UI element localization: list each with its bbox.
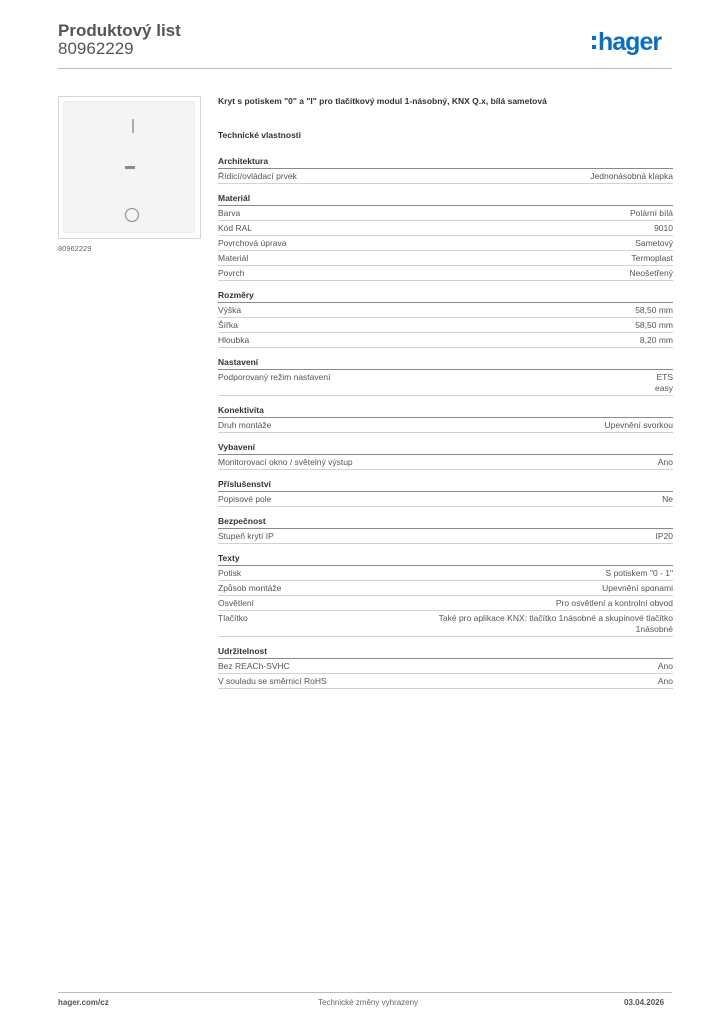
spec-row — [218, 581, 673, 596]
spec-section — [218, 552, 673, 637]
section-title: Příslušenství — [218, 478, 673, 492]
switch-cover-panel — [63, 101, 195, 233]
spec-section — [218, 155, 673, 184]
spec-value: S potiskem "0 - 1" — [605, 568, 673, 578]
spec-row — [218, 236, 673, 251]
product-description: Kryt s potiskem "0" a "I" pro tlačítkový modul 1-násobný, KNX Q.x, bílá sametová — [218, 96, 547, 106]
spec-label: Podporovaný režim nastavení — [218, 372, 331, 382]
spec-value: 9010 — [654, 223, 673, 233]
technical-properties-heading: Technické vlastnosti — [218, 130, 301, 140]
section-title: Konektivita — [218, 404, 673, 418]
footer-disclaimer: Technické změny vyhrazeny — [318, 998, 419, 1007]
spec-row — [218, 596, 673, 611]
section-title: Texty — [218, 552, 673, 566]
spec-label: V souladu se směrnicí RoHS — [218, 676, 327, 686]
spec-value: Také pro aplikace KNX: tlačítko 1násobné a skupinové tlačítko 1násobné — [438, 613, 673, 634]
spec-label: Potisk — [218, 568, 242, 578]
spec-value: Polární bílá — [630, 208, 673, 218]
spec-value: ETS easy — [655, 372, 673, 393]
spec-row — [218, 251, 673, 266]
section-title: Architektura — [218, 155, 673, 169]
spec-value: Sametový — [635, 238, 673, 248]
spec-value: Jednonásobná klapka — [590, 171, 673, 181]
section-title: Bezpečnost — [218, 515, 673, 529]
spec-row — [218, 221, 673, 236]
spec-value: 58,50 mm — [635, 320, 673, 330]
logo-dot — [592, 36, 596, 40]
spec-row — [218, 674, 673, 689]
product-image — [58, 96, 201, 239]
logo-dot — [592, 45, 596, 49]
spec-label: Šířka — [218, 320, 238, 330]
spec-value: Ne — [662, 494, 673, 504]
spec-value: Neošetřený — [629, 268, 673, 278]
spec-row — [218, 266, 673, 281]
page-title: Produktový list — [58, 21, 181, 40]
spec-label: Povrch — [218, 268, 245, 278]
spec-label: Povrchová úprava — [218, 238, 287, 248]
spec-row — [218, 418, 673, 433]
spec-label: Tlačítko — [218, 613, 248, 623]
spec-label: Druh montáže — [218, 420, 272, 430]
spec-value: 8,20 mm — [639, 335, 673, 345]
spec-sections — [218, 155, 673, 697]
section-title: Nastavení — [218, 356, 673, 370]
spec-value: Ano — [657, 457, 673, 467]
spec-row — [218, 566, 673, 581]
spec-value: 58,50 mm — [635, 305, 673, 315]
spec-label: Monitorovací okno / světelný výstup — [218, 457, 353, 467]
spec-value: IP20 — [655, 531, 673, 541]
section-title: Vybavení — [218, 441, 673, 455]
spec-label: Kód RAL — [218, 223, 253, 233]
footer-divider — [58, 992, 672, 993]
spec-value: Pro osvětlení a kontrolní obvod — [555, 598, 673, 608]
spec-row — [218, 169, 673, 184]
spec-label: Hloubka — [218, 335, 250, 345]
spec-section — [218, 289, 673, 348]
switch-symbols-icon — [63, 101, 195, 233]
logo-text: hager — [598, 28, 662, 56]
spec-section — [218, 192, 673, 281]
spec-row — [218, 659, 673, 674]
spec-label: Barva — [218, 208, 241, 218]
spec-section — [218, 356, 673, 396]
spec-section — [218, 404, 673, 433]
spec-row — [218, 303, 673, 318]
section-title: Udržitelnost — [218, 645, 673, 659]
spec-section — [218, 645, 673, 689]
spec-label: Řídicí/ovládací prvek — [218, 171, 297, 181]
section-title: Rozměry — [218, 289, 673, 303]
spec-label: Osvětlení — [218, 598, 254, 608]
spec-label: Stupeň krytí IP — [218, 531, 274, 541]
spec-value: Upevnění sponami — [602, 583, 673, 593]
spec-row — [218, 611, 673, 637]
footer-website[interactable]: hager.com/cz — [58, 998, 109, 1007]
spec-value: Termoplast — [631, 253, 673, 263]
section-title: Materiál — [218, 192, 673, 206]
spec-row — [218, 529, 673, 544]
spec-label: Materiál — [218, 253, 249, 263]
spec-label: Bez REACh-SVHC — [218, 661, 290, 671]
spec-section — [218, 515, 673, 544]
spec-row — [218, 333, 673, 348]
spec-row — [218, 455, 673, 470]
spec-value: Ano — [657, 661, 673, 671]
spec-row — [218, 492, 673, 507]
image-caption: 80962229 — [58, 244, 92, 253]
spec-section — [218, 478, 673, 507]
spec-row — [218, 370, 673, 396]
spec-label: Popisové pole — [218, 494, 272, 504]
spec-section — [218, 441, 673, 470]
spec-row — [218, 206, 673, 221]
spec-label: Výška — [218, 305, 242, 315]
spec-row — [218, 318, 673, 333]
product-number: 80962229 — [58, 39, 134, 58]
spec-label: Způsob montáže — [218, 583, 282, 593]
footer-date: 03.04.2026 — [624, 998, 665, 1007]
spec-value: Ano — [657, 676, 673, 686]
spec-value: Upevnění svorkou — [604, 420, 673, 430]
header-divider — [58, 68, 672, 69]
